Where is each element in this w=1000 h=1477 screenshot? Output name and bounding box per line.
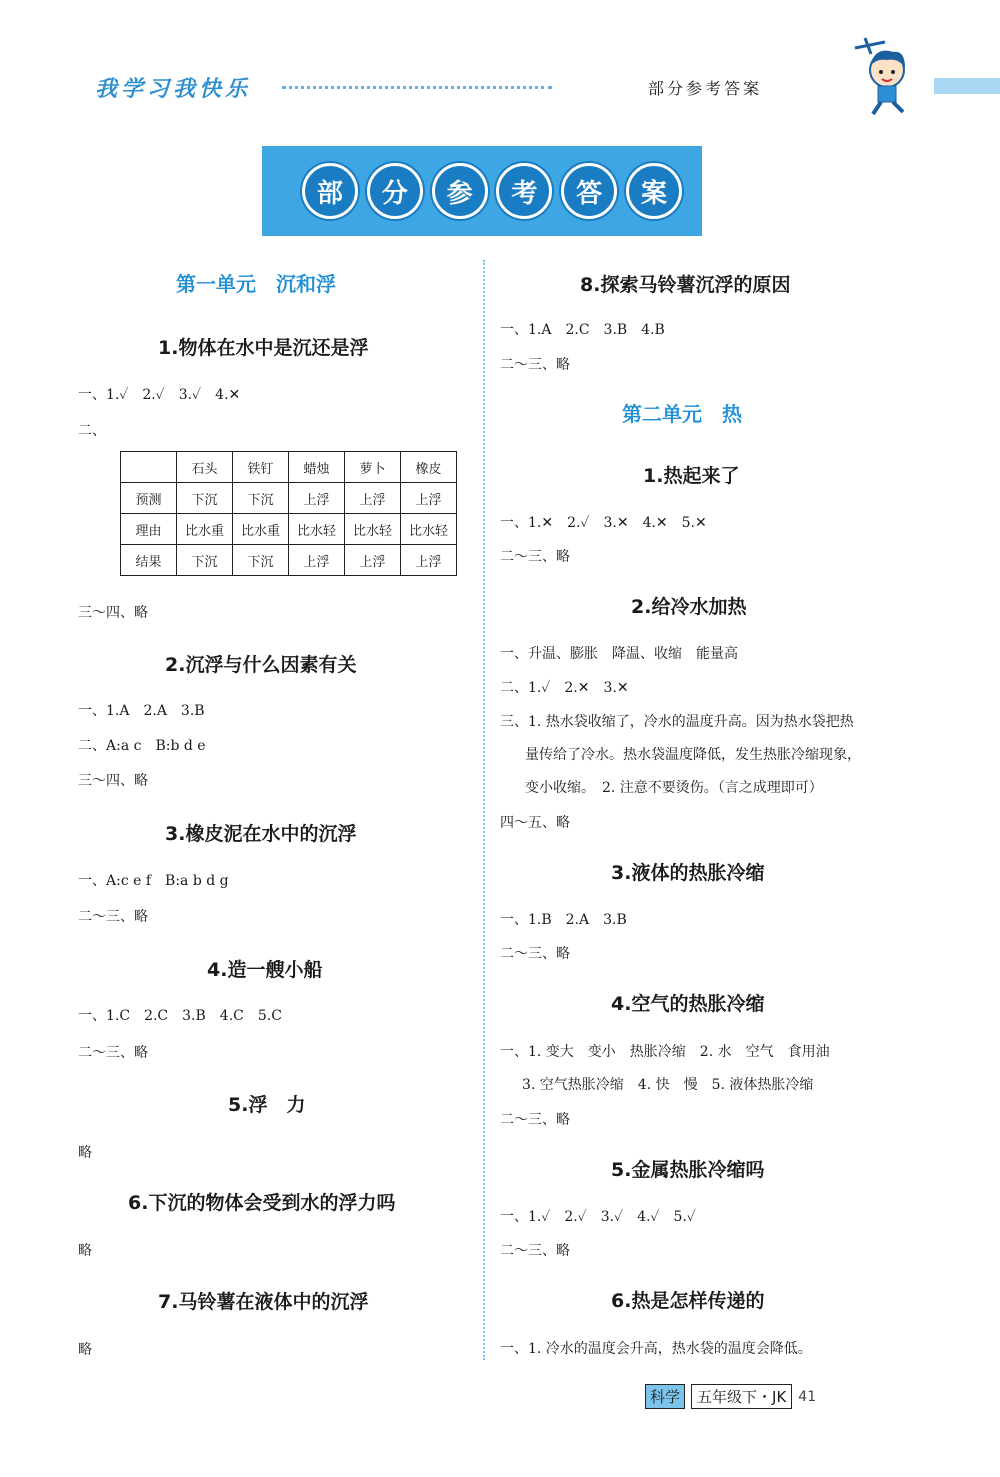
answer-line: 一、1. 变大 变小 热胀冷缩 2. 水 空气 食用油 xyxy=(500,1044,830,1060)
answer-line: 三～四、略 xyxy=(78,605,148,621)
lesson-title: 3.液体的热胀冷缩 xyxy=(611,862,765,884)
answer-line: 三、1. 热水袋收缩了，冷水的温度升高。因为热水袋把热 xyxy=(500,714,854,730)
answer-line: 量传给了冷水。热水袋温度降低，发生热胀冷缩现象， xyxy=(525,747,861,763)
answer-line: 一、1. 冷水的温度会升高，热水袋的温度会降低。 xyxy=(500,1341,812,1357)
unit-title: 第二单元 热 xyxy=(622,402,742,426)
banner-char: 案 xyxy=(626,163,682,219)
answer-line: 二～三、略 xyxy=(500,1243,570,1259)
answer-line: 一、1.B 2.A 3.B xyxy=(500,912,627,928)
answer-line: 二、 xyxy=(78,423,106,439)
answer-line: 二～三、略 xyxy=(500,1112,570,1128)
banner-char: 考 xyxy=(496,163,552,219)
table-cell: 萝卜 xyxy=(345,452,401,483)
mascot-illustration xyxy=(845,28,930,120)
lesson-title: 2.沉浮与什么因素有关 xyxy=(165,654,357,676)
table-cell: 上浮 xyxy=(289,483,345,514)
lesson-title: 6.热是怎样传递的 xyxy=(611,1290,765,1312)
answer-line: 变小收缩。 2. 注意不要烫伤。（言之成理即可） xyxy=(525,780,823,796)
lesson-title: 2.给冷水加热 xyxy=(631,596,747,618)
page-footer xyxy=(645,1384,816,1409)
answer-line: 二～三、略 xyxy=(500,357,570,373)
table-cell: 上浮 xyxy=(401,545,457,576)
column-divider xyxy=(483,260,485,1360)
lesson-title: 1.物体在水中是沉还是浮 xyxy=(158,337,369,359)
answer-line: 一、1.C 2.C 3.B 4.C 5.C xyxy=(78,1008,282,1024)
answer-line: 略 xyxy=(78,1342,92,1358)
table-cell: 上浮 xyxy=(289,545,345,576)
lesson-title: 3.橡皮泥在水中的沉浮 xyxy=(165,823,357,845)
table-cell: 预测 xyxy=(121,483,177,514)
table-cell: 上浮 xyxy=(401,483,457,514)
table-cell: 石头 xyxy=(177,452,233,483)
table-cell: 比水轻 xyxy=(289,514,345,545)
table-cell: 理由 xyxy=(121,514,177,545)
table-header-row xyxy=(121,452,457,483)
table-cell: 蜡烛 xyxy=(289,452,345,483)
answer-line: 一、1.A 2.C 3.B 4.B xyxy=(500,322,665,338)
answer-line: 二～三、略 xyxy=(78,909,148,925)
table-row xyxy=(121,514,457,545)
answer-line: 二～三、略 xyxy=(78,1045,148,1061)
banner-char: 分 xyxy=(367,163,423,219)
header-slogan: 我学习我快乐 xyxy=(95,77,252,102)
table-cell: 比水重 xyxy=(233,514,289,545)
answer-line: 一、1.✕ 2.✓ 3.✕ 4.✕ 5.✕ xyxy=(500,515,707,531)
answer-line: 二、A:a c B:b d e xyxy=(78,738,206,754)
lesson-title: 8.探索马铃薯沉浮的原因 xyxy=(580,274,791,296)
header-section-title: 部分参考答案 xyxy=(648,79,763,98)
header-divider xyxy=(282,86,552,89)
grade-tag: 五年级下・JK xyxy=(691,1384,792,1409)
table-cell: 结果 xyxy=(121,545,177,576)
lesson-title: 5.浮 力 xyxy=(228,1094,306,1116)
table-cell: 橡皮 xyxy=(401,452,457,483)
answer-line: 一、1.✓ 2.✓ 3.✓ 4.✕ xyxy=(78,387,241,403)
answer-line: 一、1.✓ 2.✓ 3.✓ 4.✓ 5.✓ xyxy=(500,1209,696,1225)
answer-line: 二～三、略 xyxy=(500,549,570,565)
title-banner xyxy=(262,146,702,236)
header-accent-bar xyxy=(934,78,1000,94)
answer-line: 略 xyxy=(78,1243,92,1259)
answer-table xyxy=(120,451,457,576)
table-cell: 下沉 xyxy=(233,545,289,576)
lesson-title: 6.下沉的物体会受到水的浮力吗 xyxy=(128,1192,396,1214)
table-cell: 上浮 xyxy=(345,545,401,576)
page-number: 41 xyxy=(798,1388,817,1405)
answer-line: 略 xyxy=(78,1145,92,1161)
table-row xyxy=(121,483,457,514)
unit-title: 第一单元 沉和浮 xyxy=(176,272,336,296)
table-cell: 上浮 xyxy=(345,483,401,514)
table-cell: 比水重 xyxy=(177,514,233,545)
table-cell: 下沉 xyxy=(233,483,289,514)
table-cell: 下沉 xyxy=(177,545,233,576)
table-cell: 比水轻 xyxy=(345,514,401,545)
answer-line: 三～四、略 xyxy=(78,773,148,789)
lesson-title: 4.空气的热胀冷缩 xyxy=(611,993,765,1015)
table-cell xyxy=(121,452,177,483)
lesson-title: 1.热起来了 xyxy=(643,465,740,487)
answer-line: 一、1.A 2.A 3.B xyxy=(78,703,205,719)
banner-char: 答 xyxy=(561,163,617,219)
answer-line: 一、A:c e f B:a b d g xyxy=(78,873,229,889)
lesson-title: 4.造一艘小船 xyxy=(207,959,323,981)
lesson-title: 7.马铃薯在液体中的沉浮 xyxy=(158,1291,369,1313)
table-cell: 下沉 xyxy=(177,483,233,514)
answer-line: 一、升温、膨胀 降温、收缩 能量高 xyxy=(500,646,738,662)
table-cell: 比水轻 xyxy=(401,514,457,545)
answer-line: 四～五、略 xyxy=(500,815,570,831)
subject-tag: 科学 xyxy=(645,1384,685,1409)
banner-char: 部 xyxy=(302,163,358,219)
answer-line: 二～三、略 xyxy=(500,946,570,962)
banner-char: 参 xyxy=(432,163,488,219)
answer-line: 3. 空气热胀冷缩 4. 快 慢 5. 液体热胀冷缩 xyxy=(522,1077,814,1093)
table-cell: 铁钉 xyxy=(233,452,289,483)
table-row xyxy=(121,545,457,576)
lesson-title: 5.金属热胀冷缩吗 xyxy=(611,1159,765,1181)
answer-line: 二、1.✓ 2.✕ 3.✕ xyxy=(500,680,629,696)
